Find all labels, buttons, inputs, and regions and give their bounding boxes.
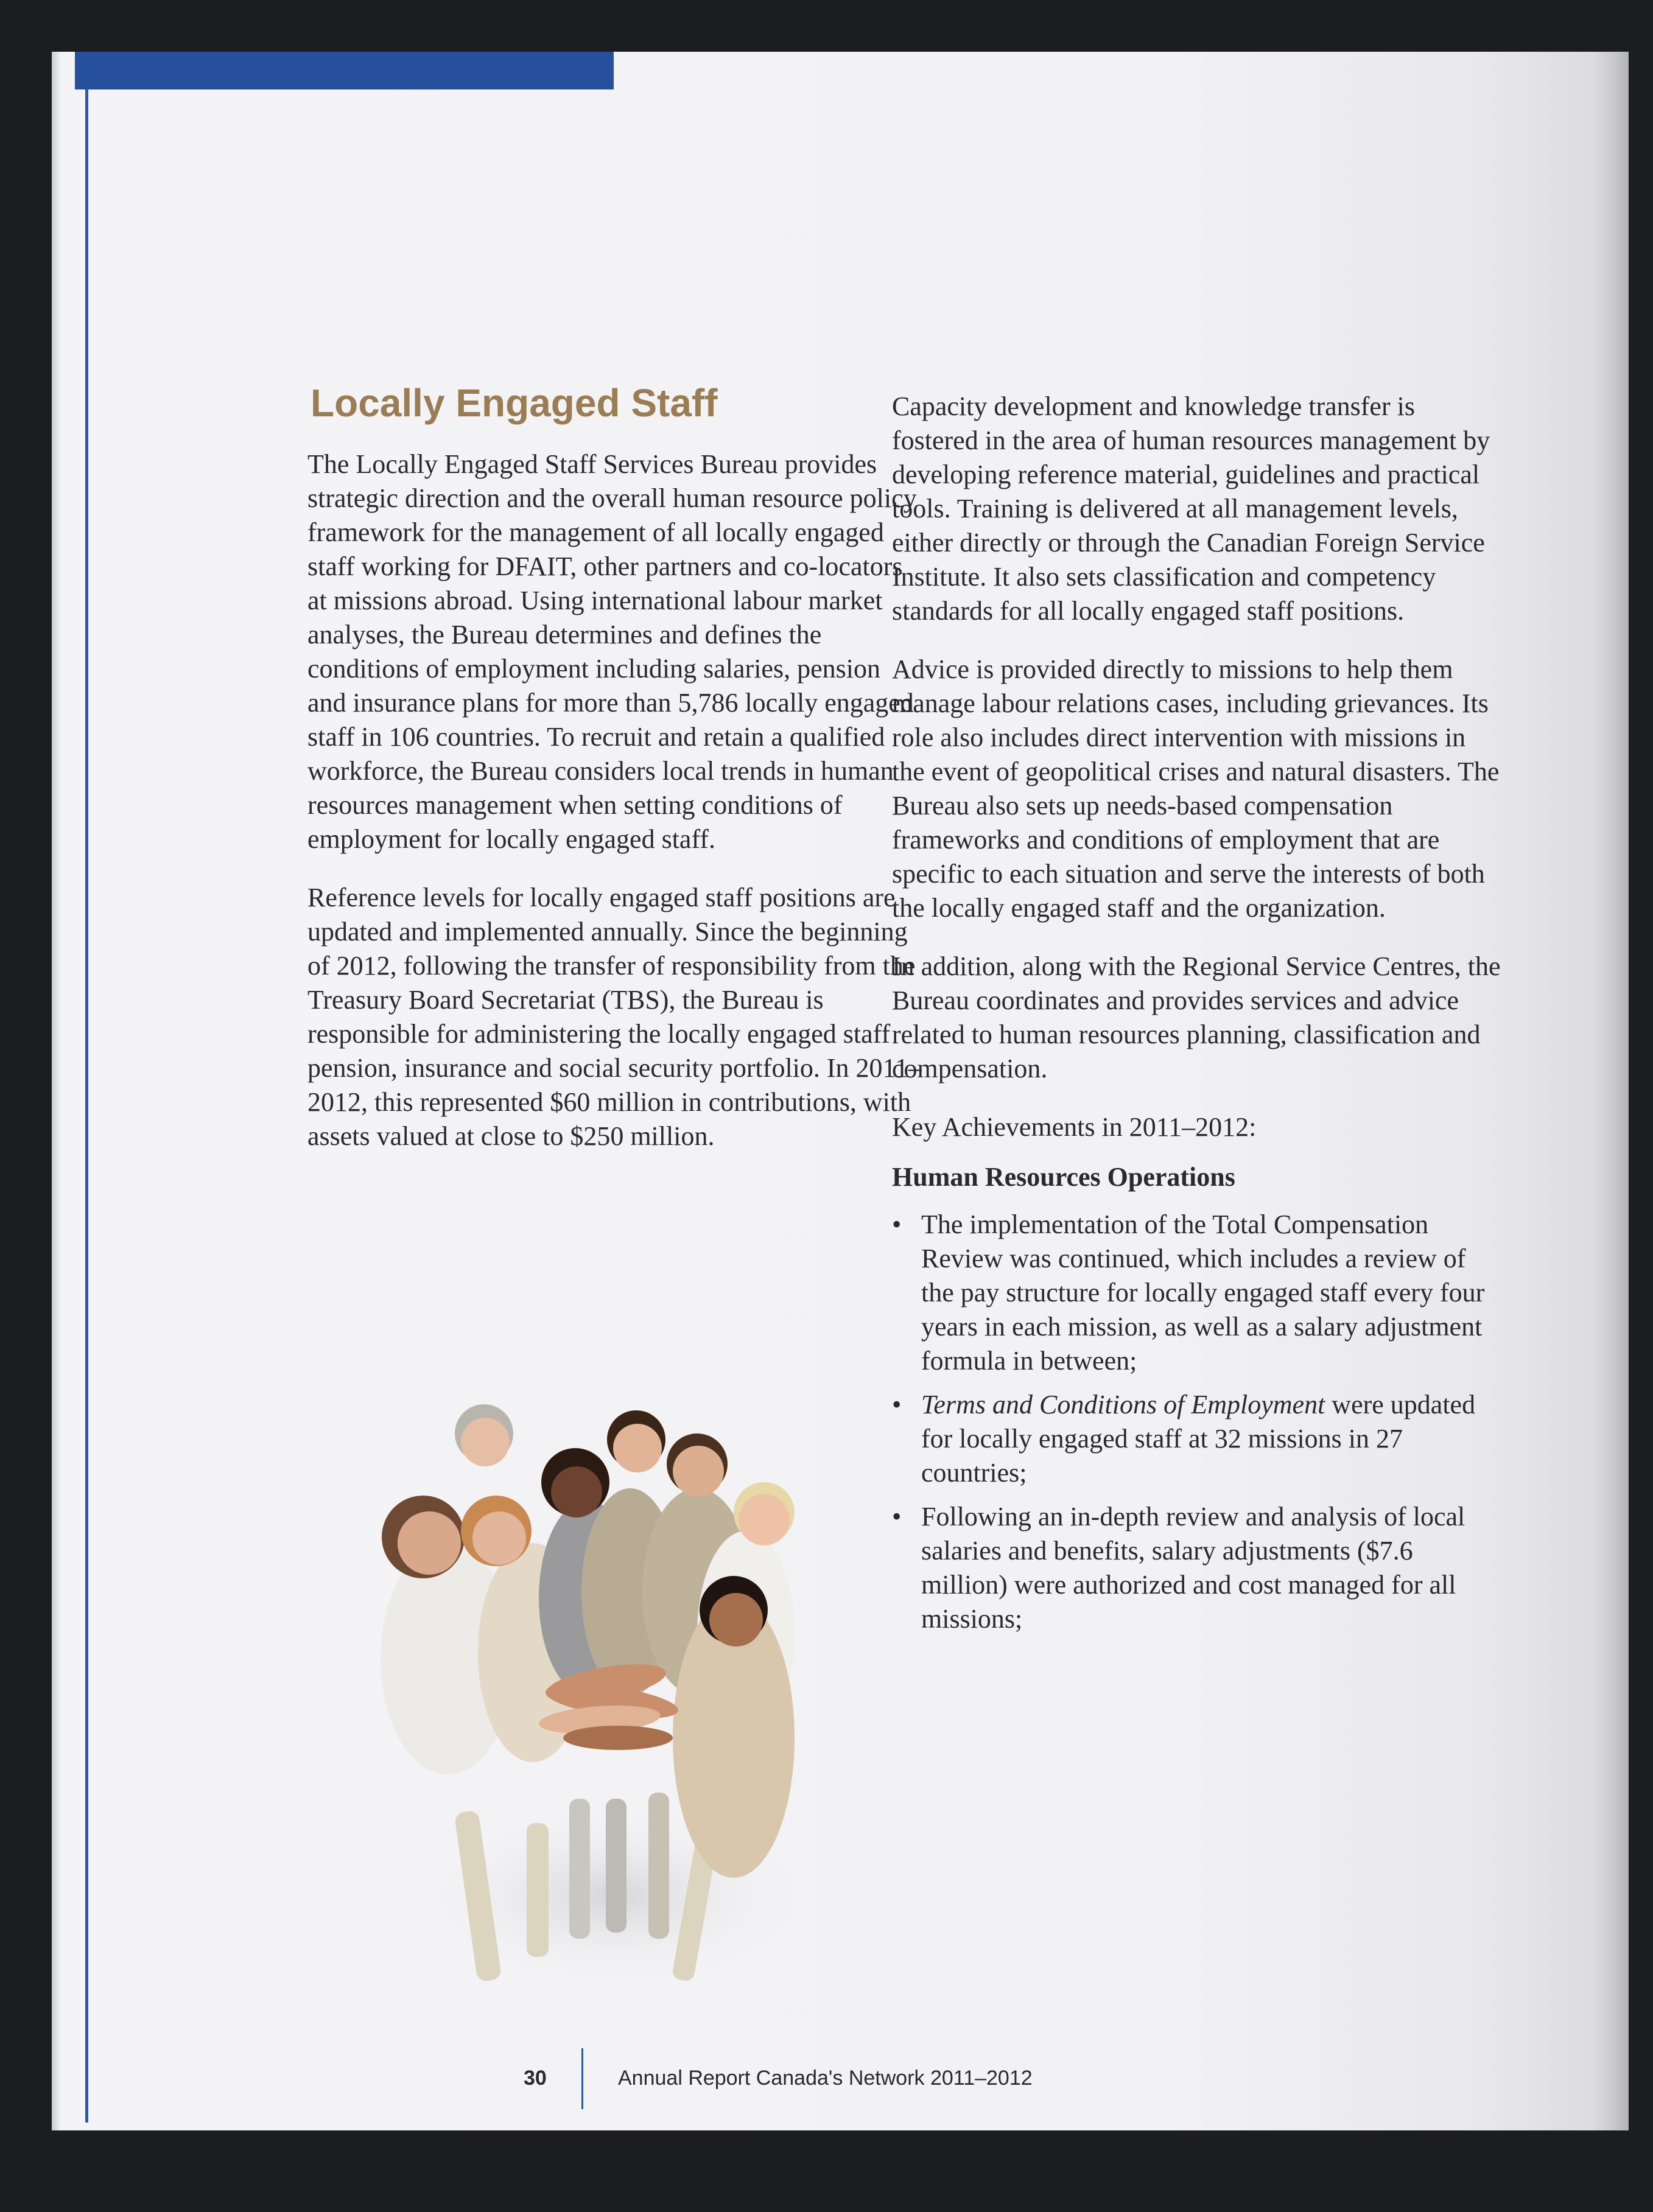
paragraph: The Locally Engaged Staff Services Bureau provides strategic direction and the overall human resource policy framework for the management of all locally engaged staff working for DFAIT, other partners and co-locators at missions abroad. Using international labour market analyses, the Bureau determines and defines the conditions of employment including salaries, pension and insurance plans for more than 5,786 locally engaged staff in 106 countries. To recruit and retain a qualified workforce, the Bureau considers local trends in human resources management when setting conditions of employment for locally engaged staff. (307, 449, 917, 854)
bullet-text: Following an in-depth review and analysis of local salaries and benefits, salary adjustments ($7.6 million) were authorized and cost managed for all missions; (921, 1502, 1465, 1634)
list-item (921, 1388, 1501, 1490)
bullet-text: The implementation of the Total Compensation Review was continued, which includes a review of the pay structure for locally engaged staff every four years in each mission, as well as a salary adjustment formula in between; (921, 1209, 1485, 1376)
right-column (892, 390, 1501, 1646)
bullet-text: were updated for locally engaged staff at 32 missions in 27 countries; (921, 1390, 1476, 1488)
paragraph: Key Achievements in 2011–2012: (892, 1112, 1257, 1142)
list-item (921, 1208, 1501, 1378)
section-title: Locally Engaged Staff (311, 381, 718, 425)
paragraph: Capacity development and knowledge transfer is fostered in the area of human resources management by developing reference material, guidelines and practical tools. Training is delivered at all management levels, either directly or through the Canadian Foreign Service Institute. It also sets classification and competency standards for all locally engaged staff positions. (892, 391, 1490, 626)
paragraph: Reference levels for locally engaged staff positions are updated and implemented annually. Since the beginning of 2012, following the transfer of responsibility from the Treasury Board Secretariat (TBS), the Bureau is responsible for administering the locally engaged staff pension, insurance and social security portfolio. In 2011–2012, this represented $60 million in contributions, with assets valued at close to $250 million. (307, 883, 922, 1151)
page-curl-shadow (1592, 52, 1629, 2130)
paragraph: In addition, along with the Regional Service Centres, the Bureau coordinates and provides services and advice related to human resources planning, classification and compensation. (892, 951, 1501, 1083)
group-photo-illustration (344, 1397, 892, 2006)
report-page (52, 52, 1629, 2130)
page-footer (52, 2048, 1629, 2109)
achievements-list (892, 1208, 1501, 1636)
paragraph: Advice is provided directly to missions to help them manage labour relations cases, including grievances. Its role also includes direct intervention with missions in the event of geopolitical crises and natural disasters. The Bureau also sets up needs-based compensation frameworks and conditions of employment that are specific to each situation and serve the interests of both the locally engaged staff and the organization. (892, 654, 1500, 923)
margin-rule (85, 89, 88, 2123)
list-item (921, 1500, 1501, 1636)
footer-divider (581, 2048, 583, 2109)
bullet-italic-title: Terms and Conditions of Employment (921, 1390, 1325, 1419)
page-number: 30 (524, 2067, 547, 2090)
left-column (307, 447, 922, 1178)
subheading: Human Resources Operations (892, 1162, 1235, 1192)
page-left-edge (52, 52, 60, 2130)
publication-title: Annual Report Canada's Network 2011–2012 (618, 2067, 1033, 2090)
header-accent-bar (75, 52, 614, 89)
